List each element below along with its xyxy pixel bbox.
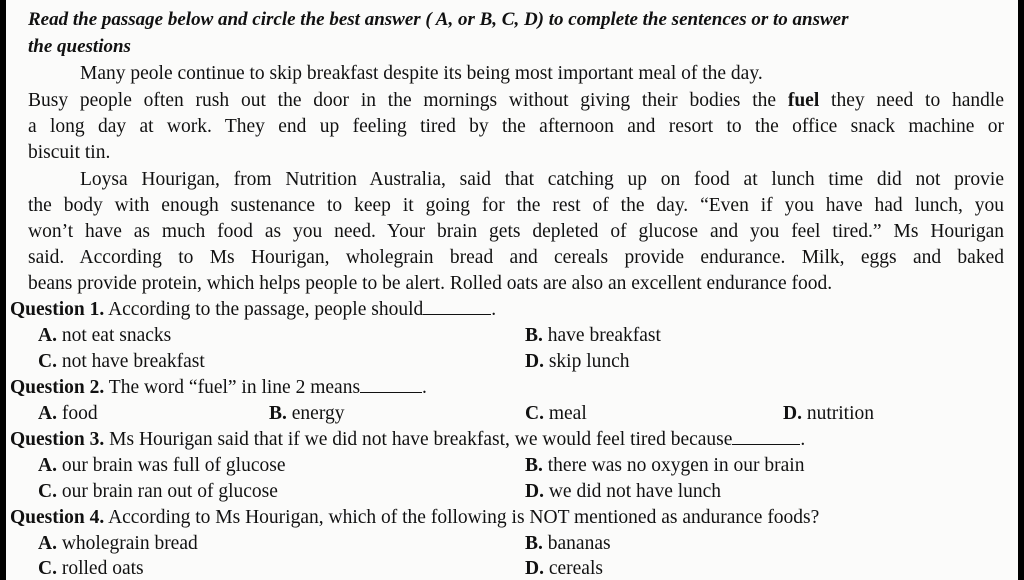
instructions-line-1: Read the passage below and circle the best answer ( A, or B, C, D) to complete the sentences or to answer	[28, 9, 849, 30]
option-text: bananas	[542, 533, 611, 554]
option-letter: C.	[38, 558, 57, 579]
option-letter: A.	[38, 455, 57, 476]
option-letter: B.	[525, 533, 543, 554]
q3-option-c[interactable]	[38, 480, 278, 504]
q2-option-a[interactable]	[38, 402, 98, 426]
q2-option-d[interactable]	[783, 402, 874, 426]
passage-p2-line-4: said. According to Ms Hourigan, wholegrain bread and cereals provide endurance. Milk, eggs and baked	[28, 247, 1004, 268]
q4-option-a[interactable]	[38, 532, 198, 556]
question-3-label: Question 3.	[10, 429, 105, 450]
q1-option-a[interactable]	[38, 324, 171, 348]
option-letter: B.	[525, 455, 543, 476]
option-text: wholegrain bread	[56, 533, 198, 554]
passage-p2-line-2: the body with enough sustenance to keep it going for the rest of the day. “Even if you have had lunch, you	[28, 195, 1004, 216]
option-letter: D.	[525, 351, 544, 372]
passage-p1-line-3: a long day at work. They end up feeling tired by the afternoon and resort to the office snack machine or	[28, 116, 1004, 137]
q2-option-c[interactable]	[525, 402, 587, 426]
option-letter: B.	[525, 325, 543, 346]
option-text: nutrition	[801, 403, 875, 424]
option-letter: C.	[38, 351, 57, 372]
option-text: skip lunch	[543, 351, 630, 372]
q3-option-d[interactable]	[525, 480, 721, 504]
option-letter: C.	[525, 403, 544, 424]
q1-option-b[interactable]	[525, 324, 661, 348]
q4-option-c[interactable]	[38, 557, 144, 580]
keyword-fuel: fuel	[787, 90, 820, 111]
option-text: our brain ran out of glucose	[56, 481, 278, 502]
question-1-text: According to the passage, people should	[104, 299, 424, 320]
question-2-text: The word “fuel” in line 2 means	[104, 377, 361, 398]
option-letter: A.	[38, 403, 57, 424]
option-text: food	[56, 403, 98, 424]
option-text: there was no oxygen in our brain	[542, 455, 805, 476]
q1-option-c[interactable]	[38, 350, 205, 374]
option-letter: C.	[38, 481, 57, 502]
passage-p2-line-5: beans provide protein, which helps people to be alert. Rolled oats are also an excellent endurance food.	[28, 273, 833, 294]
passage-p1-line-1: Many peole continue to skip breakfast despite its being most important meal of the day.	[80, 63, 763, 84]
question-1-label: Question 1.	[10, 299, 105, 320]
option-text: meal	[543, 403, 587, 424]
question-3	[10, 428, 805, 452]
question-2-end: .	[422, 377, 427, 398]
passage-p2-line-1: Loysa Hourigan, from Nutrition Australia, said that catching up on food at lunch time did not provie	[80, 169, 1004, 190]
option-text: not eat snacks	[56, 325, 172, 346]
question-3-text: Ms Hourigan said that if we did not have breakfast, we would feel tired because	[104, 429, 733, 450]
option-text: have breakfast	[542, 325, 661, 346]
option-text: we did not have lunch	[543, 481, 722, 502]
option-letter: A.	[38, 325, 57, 346]
q2-option-b[interactable]	[269, 402, 344, 426]
option-text: our brain was full of glucose	[56, 455, 286, 476]
option-letter: D.	[525, 558, 544, 579]
worksheet-page	[6, 0, 1018, 580]
q4-option-b[interactable]	[525, 532, 611, 556]
option-text: energy	[286, 403, 345, 424]
question-2-label: Question 2.	[10, 377, 105, 398]
q4-option-d[interactable]	[525, 557, 603, 580]
question-1-end: .	[491, 299, 497, 320]
answer-blank	[732, 428, 800, 445]
passage-p1-line-2	[28, 89, 1004, 113]
option-letter: A.	[38, 533, 57, 554]
option-letter: D.	[783, 403, 802, 424]
q1-option-d[interactable]	[525, 350, 630, 374]
option-letter: D.	[525, 481, 544, 502]
question-1	[10, 298, 496, 322]
option-text: cereals	[543, 558, 603, 579]
passage-p1-line-2-pre: Busy people often rush out the door in the mornings without giving their bodies the	[28, 90, 788, 111]
answer-blank	[423, 298, 491, 315]
question-4-text: According to Ms Hourigan, which of the following is NOT mentioned as andurance foods?	[104, 507, 820, 528]
answer-blank	[360, 376, 422, 393]
option-letter: B.	[269, 403, 287, 424]
passage-p1-line-2-post: they need to handle	[819, 90, 1004, 111]
question-3-end: .	[800, 429, 806, 450]
passage-p2-line-3: won’t have as much food as you need. Your brain gets depleted of glucose and you feel tired.” Ms Hourigan	[28, 221, 1004, 242]
passage-p1-line-4: biscuit tin.	[28, 142, 111, 163]
instructions-line-2: the questions	[28, 36, 131, 57]
question-4	[10, 506, 819, 530]
option-text: rolled oats	[56, 558, 144, 579]
option-text: not have breakfast	[56, 351, 205, 372]
question-4-label: Question 4.	[10, 507, 105, 528]
q3-option-a[interactable]	[38, 454, 286, 478]
question-2	[10, 376, 427, 400]
q3-option-b[interactable]	[525, 454, 804, 478]
